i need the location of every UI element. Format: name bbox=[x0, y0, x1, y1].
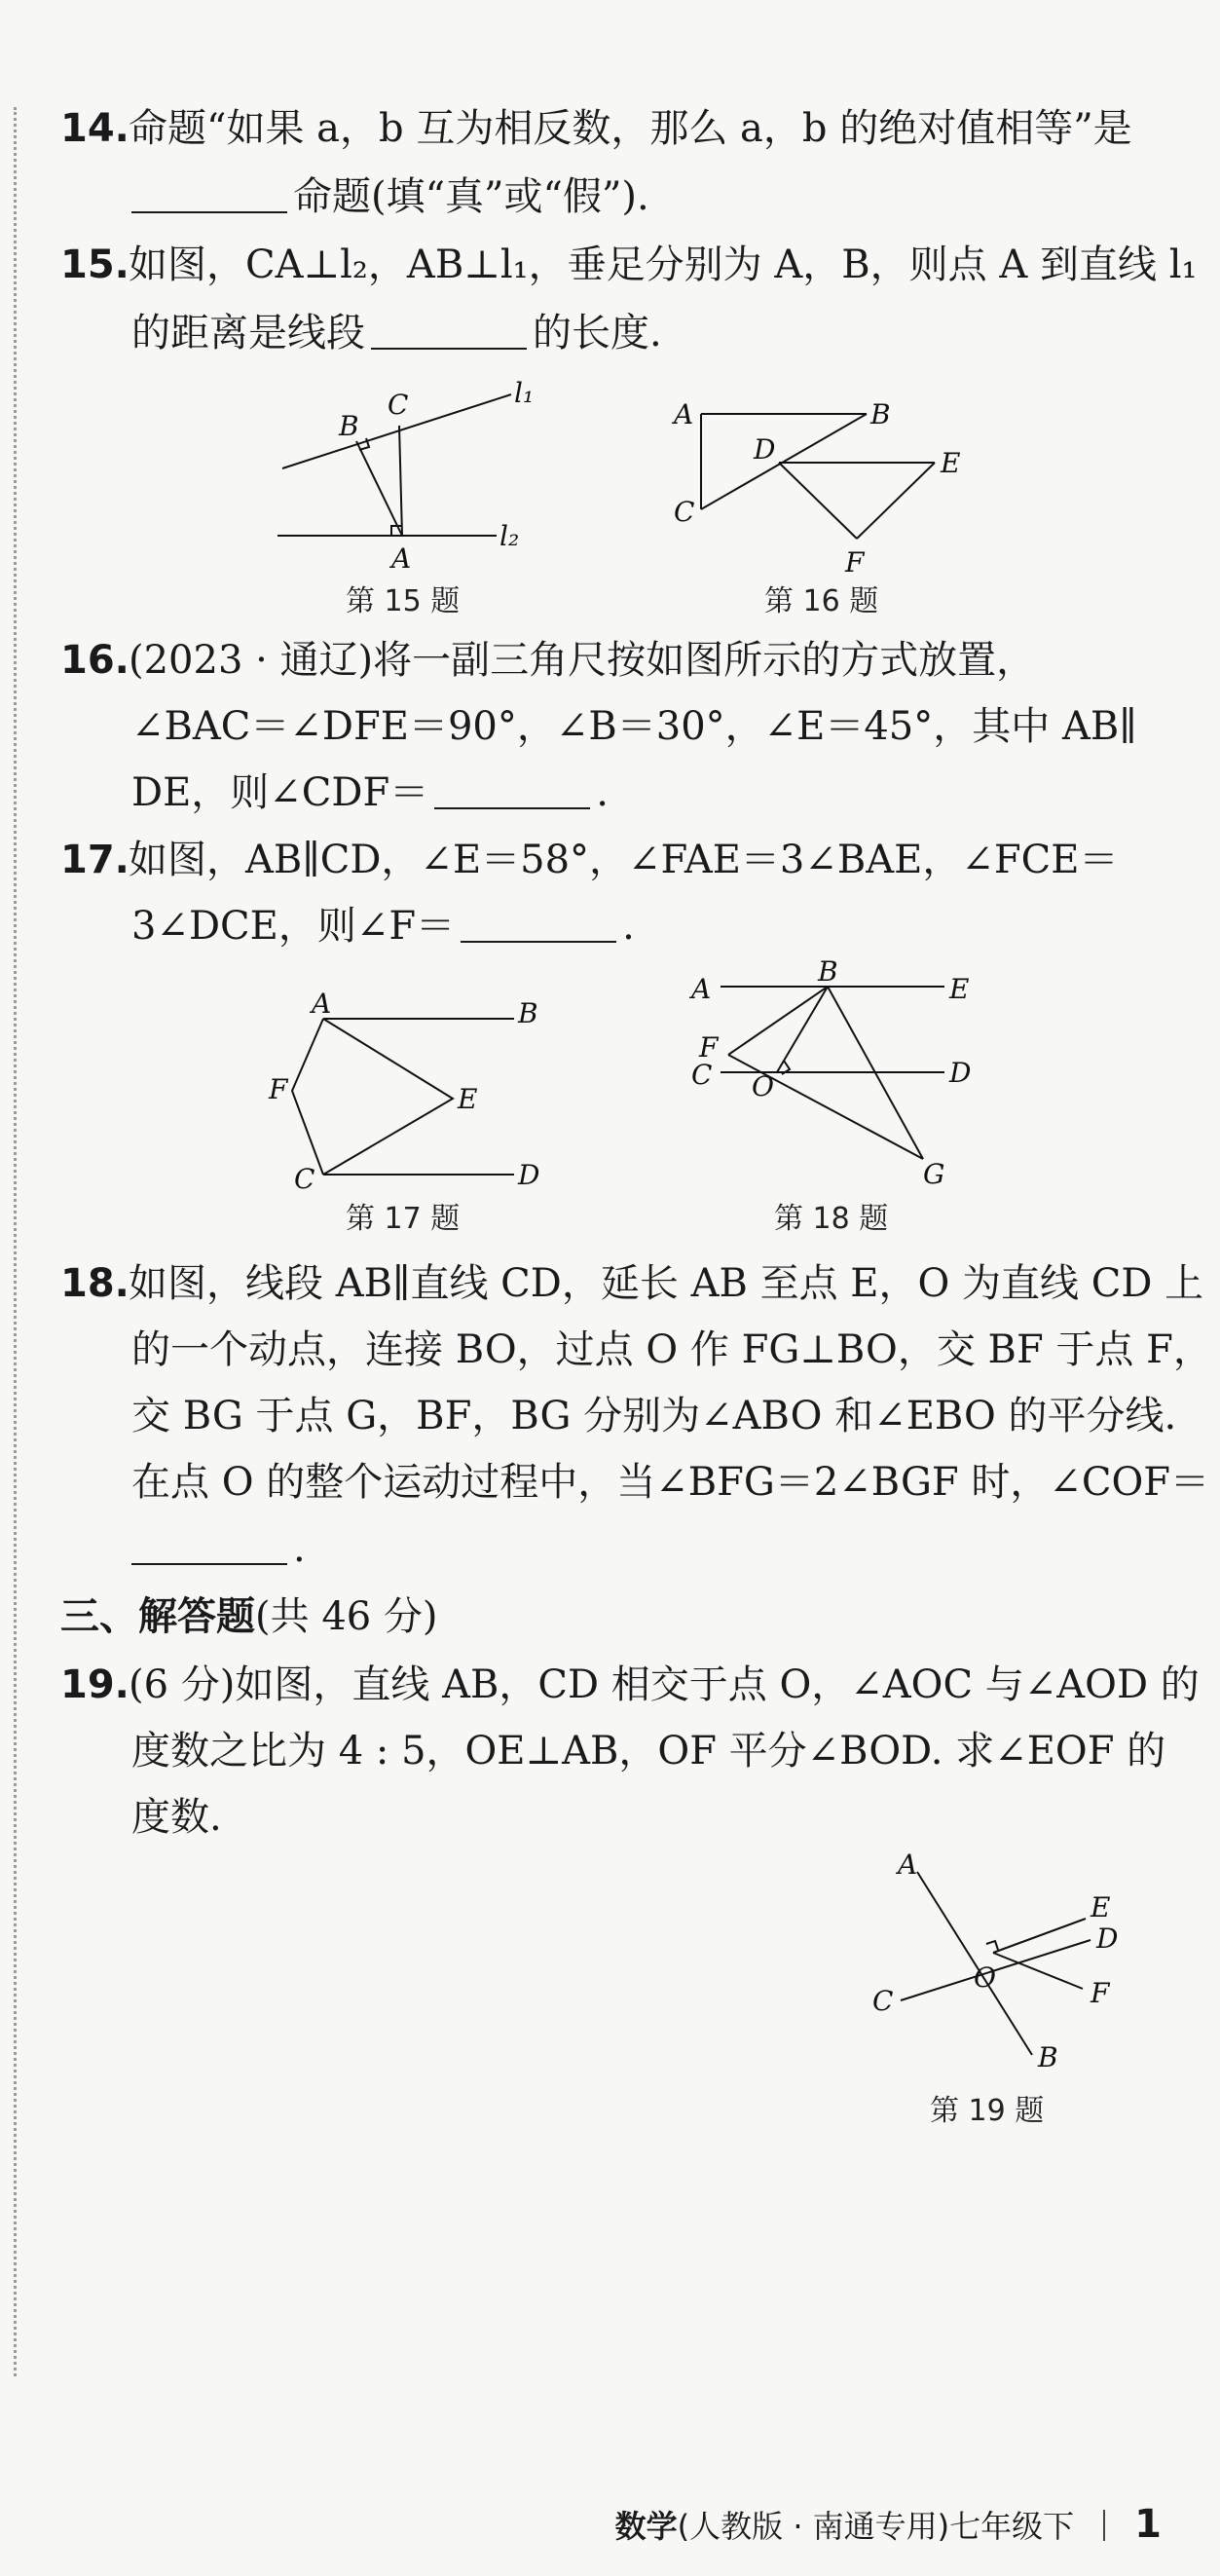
point-label-o: O bbox=[974, 1961, 996, 1994]
q19-line1: 19.(6 分)如图，直线 AB，CD 相交于点 O，∠AOC 与∠AOD 的 bbox=[60, 1662, 1200, 1707]
point-label-a: A bbox=[691, 973, 712, 1005]
point-label-b: B bbox=[818, 959, 838, 988]
point-label-f: F bbox=[269, 1073, 288, 1105]
point-label-c: C bbox=[388, 389, 409, 421]
q16-line3: DE，则∠CDF＝ . bbox=[131, 770, 609, 815]
q18-line1: 18.如图，线段 AB∥直线 CD，延长 AB 至点 E，O 为直线 CD 上 bbox=[60, 1261, 1204, 1306]
point-label-e: E bbox=[1091, 1891, 1111, 1923]
point-label-c: C bbox=[294, 1163, 315, 1195]
point-label-a: A bbox=[312, 988, 332, 1020]
q19-line3: 度数. bbox=[131, 1795, 222, 1840]
q18-line3: 交 BG 于点 G，BF，BG 分别为∠ABO 和∠EBO 的平分线. bbox=[131, 1394, 1177, 1438]
figure-17 bbox=[263, 984, 565, 1198]
point-label-a: A bbox=[898, 1850, 918, 1881]
answer-blank[interactable] bbox=[131, 178, 287, 213]
point-label-f: F bbox=[1091, 1977, 1110, 2009]
point-label-e: E bbox=[458, 1083, 478, 1115]
point-label-c: C bbox=[691, 1059, 713, 1091]
point-label-b: B bbox=[870, 398, 891, 430]
caption-15: 第 15 题 bbox=[346, 584, 461, 618]
q17-line2: 3∠DCE，则∠F＝ . bbox=[131, 904, 635, 949]
q15-line1: 15.如图，CA⊥l₂，AB⊥l₁，垂足分别为 A，B，则点 A 到直线 l₁ bbox=[60, 243, 1198, 287]
point-label-d: D bbox=[754, 433, 776, 466]
point-label-b: B bbox=[1038, 2041, 1058, 2073]
page-edge-dotted bbox=[14, 107, 17, 2376]
point-label-f: F bbox=[845, 546, 865, 579]
q17-line1: 17.如图，AB∥CD，∠E＝58°，∠FAE＝3∠BAE，∠FCE＝ bbox=[60, 838, 1119, 882]
answer-blank[interactable] bbox=[371, 315, 527, 350]
section-heading: 三、解答题(共 46 分) bbox=[60, 1594, 438, 1639]
caption-19: 第 19 题 bbox=[930, 2094, 1045, 2128]
q16-line2: ∠BAC＝∠DFE＝90°，∠B＝30°，∠E＝45°，其中 AB∥ bbox=[131, 704, 1137, 749]
q18-line4: 在点 O 的整个运动过程中，当∠BFG＝2∠BGF 时，∠COF＝ bbox=[131, 1460, 1210, 1505]
q18-line5: . bbox=[131, 1521, 306, 1576]
point-label-f: F bbox=[699, 1031, 719, 1064]
point-label-e: E bbox=[941, 447, 961, 479]
footer-subject: 数学 bbox=[614, 2508, 678, 2545]
q14-line1: 14.命题“如果 a，b 互为相反数，那么 a，b 的绝对值相等”是 bbox=[60, 106, 1132, 151]
figure-19 bbox=[857, 1850, 1149, 2084]
q15-line2: 的距离是线段 的长度. bbox=[131, 311, 662, 355]
page-footer bbox=[615, 2502, 1162, 2547]
point-label-d: D bbox=[949, 1057, 972, 1089]
q19-line2: 度数之比为 4 : 5，OE⊥AB，OF 平分∠BOD. 求∠EOF 的 bbox=[131, 1729, 1166, 1773]
answer-blank[interactable] bbox=[434, 774, 590, 809]
point-label-b: B bbox=[339, 410, 359, 442]
point-label-g: G bbox=[923, 1158, 945, 1190]
line-label-l1: l₁ bbox=[514, 377, 535, 409]
caption-16: 第 16 题 bbox=[764, 584, 879, 618]
footer-divider bbox=[1103, 2510, 1105, 2541]
point-label-a: A bbox=[674, 398, 694, 430]
q14-line2: 命题(填“真”或“假”). bbox=[131, 169, 649, 224]
point-label-o: O bbox=[752, 1070, 774, 1102]
point-label-d: D bbox=[1096, 1923, 1119, 1955]
point-label-c: C bbox=[674, 496, 695, 528]
point-label-a: A bbox=[391, 542, 412, 575]
point-label-e: E bbox=[949, 973, 970, 1005]
point-label-d: D bbox=[518, 1159, 540, 1191]
point-label-b: B bbox=[518, 997, 538, 1029]
q18-line2: 的一个动点，连接 BO，过点 O 作 FG⊥BO，交 BF 于点 F， bbox=[131, 1327, 1212, 1372]
answer-blank[interactable] bbox=[131, 1530, 287, 1565]
figure-15 bbox=[273, 375, 565, 579]
q16-line1: 16.(2023 · 通辽)将一副三角尺按如图所示的方式放置， bbox=[60, 638, 1036, 683]
caption-17: 第 17 题 bbox=[346, 1202, 461, 1236]
line-label-l2: l₂ bbox=[499, 520, 520, 552]
caption-18: 第 18 题 bbox=[774, 1202, 889, 1236]
answer-blank[interactable] bbox=[461, 908, 616, 943]
point-label-c: C bbox=[872, 1985, 894, 2017]
page-number: 1 bbox=[1134, 2502, 1162, 2547]
figure-16 bbox=[662, 385, 974, 579]
figure-18 bbox=[682, 959, 1003, 1193]
footer-edition: (人教版 · 南通专用)七年级下 bbox=[677, 2508, 1075, 2545]
